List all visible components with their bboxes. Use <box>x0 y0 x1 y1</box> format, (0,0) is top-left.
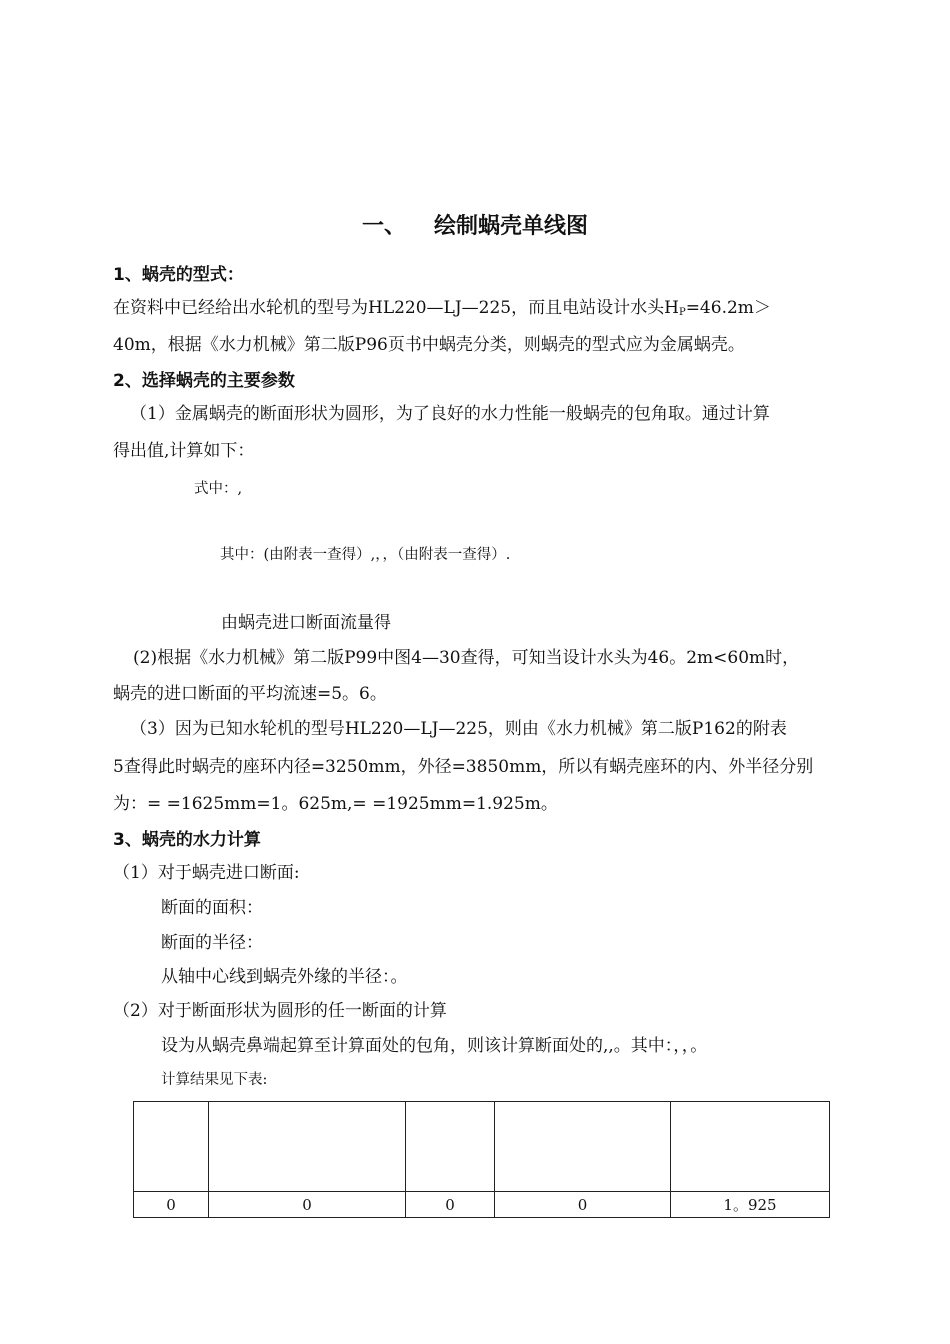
section-3-item-1: （1）对于蜗壳进口断面: <box>113 863 300 883</box>
section-1-heading: 1、蜗壳的型式： <box>113 265 244 285</box>
flow-text: 由蜗壳进口断面流量得 <box>221 613 391 633</box>
section-3-item-2-text: 设为从蜗壳鼻端起算至计算面处的包角，则该计算断面处的,,。其中：，，。 <box>161 1036 708 1056</box>
table-header-cell <box>134 1102 209 1192</box>
section-3-item-2: （2）对于断面形状为圆形的任一断面的计算 <box>113 1001 447 1021</box>
table-header-cell <box>406 1102 495 1192</box>
section-2-item-2-line-2: 蜗壳的进口断面的平均流速=5。6。 <box>113 684 387 704</box>
section-3-item-1-outer-radius: 从轴中心线到蜗壳外缘的半径：。 <box>161 967 408 987</box>
s1-subscript: P <box>678 307 686 318</box>
table-row <box>134 1192 830 1218</box>
section-3-item-1-area: 断面的面积： <box>161 898 263 918</box>
section-3-heading: 3、蜗壳的水力计算 <box>113 830 261 850</box>
table-cell: 0 <box>406 1192 495 1218</box>
table-header-row <box>134 1102 830 1192</box>
table-header-cell <box>209 1102 406 1192</box>
section-1-paragraph-line-2: 40m，根据《水力机械》第二版P96页书中蜗壳分类，则蜗壳的型式应为金属蜗壳。 <box>113 335 745 355</box>
section-2-item-3-line-2: 5查得此时蜗壳的座环内径=3250mm，外径=3850mm，所以有蜗壳座环的内、外半径分别 <box>113 757 814 777</box>
section-2-item-3-line-1: （3）因为已知水轮机的型号HL220—LJ—225，则由《水力机械》第二版P162的附表 <box>130 719 787 739</box>
section-1-paragraph-line-1 <box>113 297 771 324</box>
section-2-heading: 2、选择蜗壳的主要参数 <box>113 371 295 391</box>
table-cell: 0 <box>495 1192 671 1218</box>
section-2-item-1-line-2: 得出值,计算如下： <box>113 441 255 461</box>
title-number: 一、 <box>361 214 406 239</box>
table-header-cell <box>671 1102 830 1192</box>
title-text: 绘制蜗壳单线图 <box>434 214 589 239</box>
section-2-item-1-line-1: （1）金属蜗壳的断面形状为圆形，为了良好的水力性能一般蜗壳的包角取。通过计算 <box>130 404 770 424</box>
section-2-item-3-line-3: 为：= =1625mm=1。625m,= =1925mm=1.925m。 <box>113 794 558 814</box>
formula-line-2: 其中：(由附表一查得）,，，（由附表一查得）. <box>220 547 511 563</box>
section-3-item-1-radius: 断面的半径： <box>161 933 263 953</box>
table-header-cell <box>495 1102 671 1192</box>
table-cell: 0 <box>134 1192 209 1218</box>
results-table <box>133 1101 830 1218</box>
table-caption: 计算结果见下表: <box>161 1072 268 1088</box>
section-2-item-2-line-1: (2)根据《水力机械》第二版P99中图4—30查得，可知当设计水头为46。2m<60m时， <box>133 648 800 668</box>
s1-text-a: 在资料中已经给出水轮机的型号为HL220—LJ—225，而且电站设计水头H <box>113 298 679 318</box>
table-cell: 0 <box>209 1192 406 1218</box>
formula-line-1: 式中：, <box>194 481 243 497</box>
page-title <box>0 209 950 240</box>
s1-text-b: =46.2m＞ <box>685 298 771 318</box>
table-cell: 1。925 <box>671 1192 830 1218</box>
